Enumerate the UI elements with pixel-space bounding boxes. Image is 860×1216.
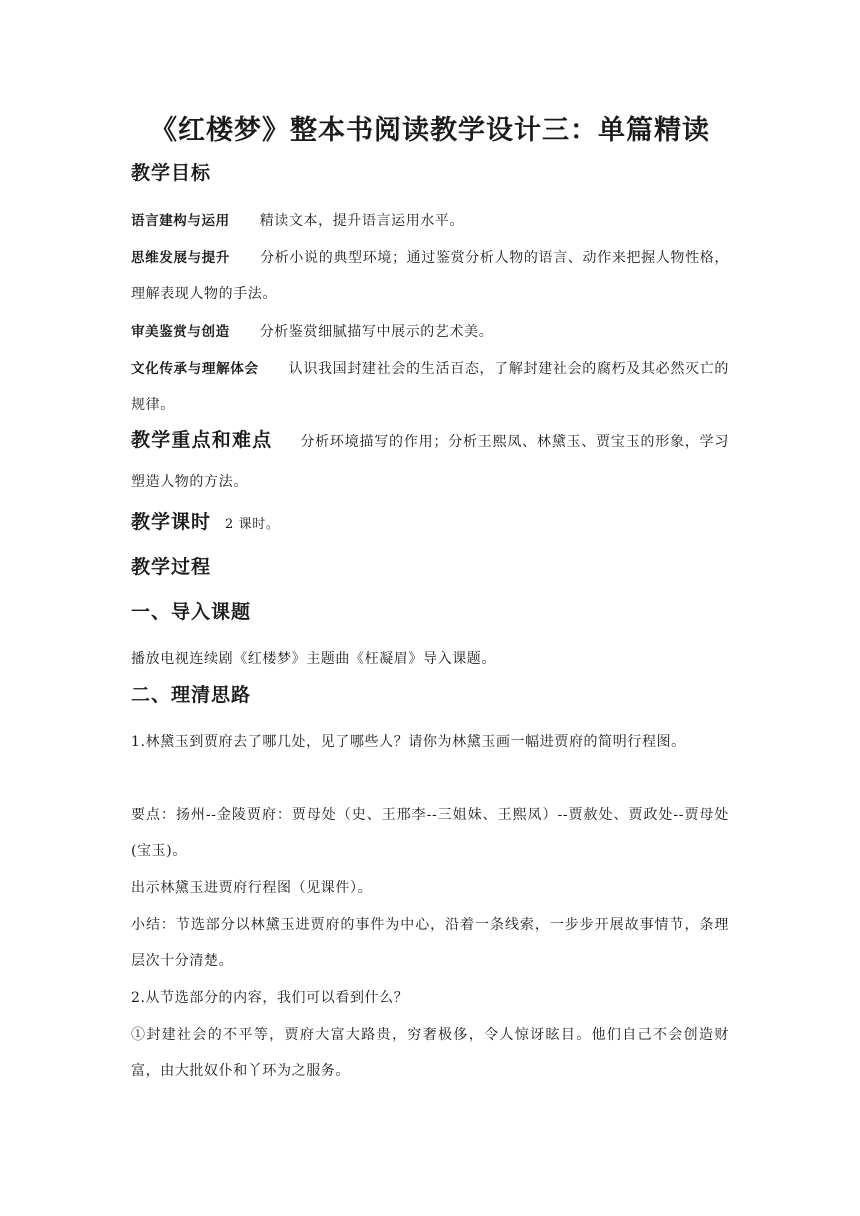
objective-text: 分析鉴赏细腻描写中展示的艺术美。 — [259, 324, 494, 340]
section2-paragraph: 1.林黛玉到贾府去了哪几处，见了哪些人？请你为林黛玉画一幅进贾府的简明行程图。 — [131, 734, 686, 750]
document-title: 《红楼梦》整本书阅读教学设计三：单篇精读 — [150, 115, 710, 146]
section2-paragraph: 要点：扬州--金陵贾府：贾母处（史、王邢李--三姐妹、王熙凤）--贾赦处、贾政处--贾母处(宝玉)。 — [131, 807, 729, 859]
objective-label: 思维发展与提升 — [131, 250, 231, 266]
objective-label: 审美鉴赏与创造 — [131, 324, 230, 340]
hours-heading: 教学课时 — [131, 511, 212, 533]
objectives-heading: 教学目标 — [131, 162, 212, 184]
section2-paragraph: 小结：节选部分以林黛玉进贾府的事件为中心，沿着一条线索，一步步开展故事情节，条理层次十分清楚。 — [131, 917, 729, 969]
section1-text: 播放电视连续剧《红楼梦》主题曲《枉凝眉》导入课题。 — [131, 651, 496, 667]
section2-heading: 二、理清思路 — [131, 684, 252, 706]
objective-label: 文化传承与理解体会 — [131, 361, 259, 377]
section2-paragraph: 出示林黛玉进贾府行程图（见课件）。 — [131, 880, 373, 896]
key-points-heading: 教学重点和难点 — [131, 429, 273, 451]
section1-heading: 一、导入课题 — [131, 601, 252, 623]
key-points — [131, 420, 729, 502]
section2-paragraph: 2.从节选部分的内容，我们可以看到什么？ — [131, 990, 409, 1006]
hours — [131, 504, 729, 543]
key-points-text: 分析环境描写的作用；分析王熙凤、林黛玉、贾宝玉的形象，学习塑造人物的方法。 — [131, 434, 729, 490]
objective-text: 分析小说的典型环境；通过鉴赏分析人物的语言、动作来把握人物性格，理解表现人物的手法。 — [131, 250, 729, 302]
process-heading: 教学过程 — [131, 556, 212, 578]
objective-text: 认识我国封建社会的生活百态，了解封建社会的腐朽及其必然灭亡的规律。 — [131, 361, 729, 413]
hours-text: 2 课时。 — [225, 517, 280, 532]
objective-thinking — [131, 240, 729, 312]
objective-aesthetic — [131, 314, 729, 350]
objective-language — [131, 203, 729, 239]
objective-label: 语言建构与运用 — [131, 213, 230, 229]
objective-culture — [131, 351, 729, 423]
objective-text: 精读文本，提升语言运用水平。 — [259, 213, 465, 229]
section2-paragraph: ①封建社会的不平等，贾府大富大路贵，穷奢极侈，令人惊讶眩目。他们自己不会创造财富，由大批奴仆和丫环为之服务。 — [131, 1027, 729, 1079]
